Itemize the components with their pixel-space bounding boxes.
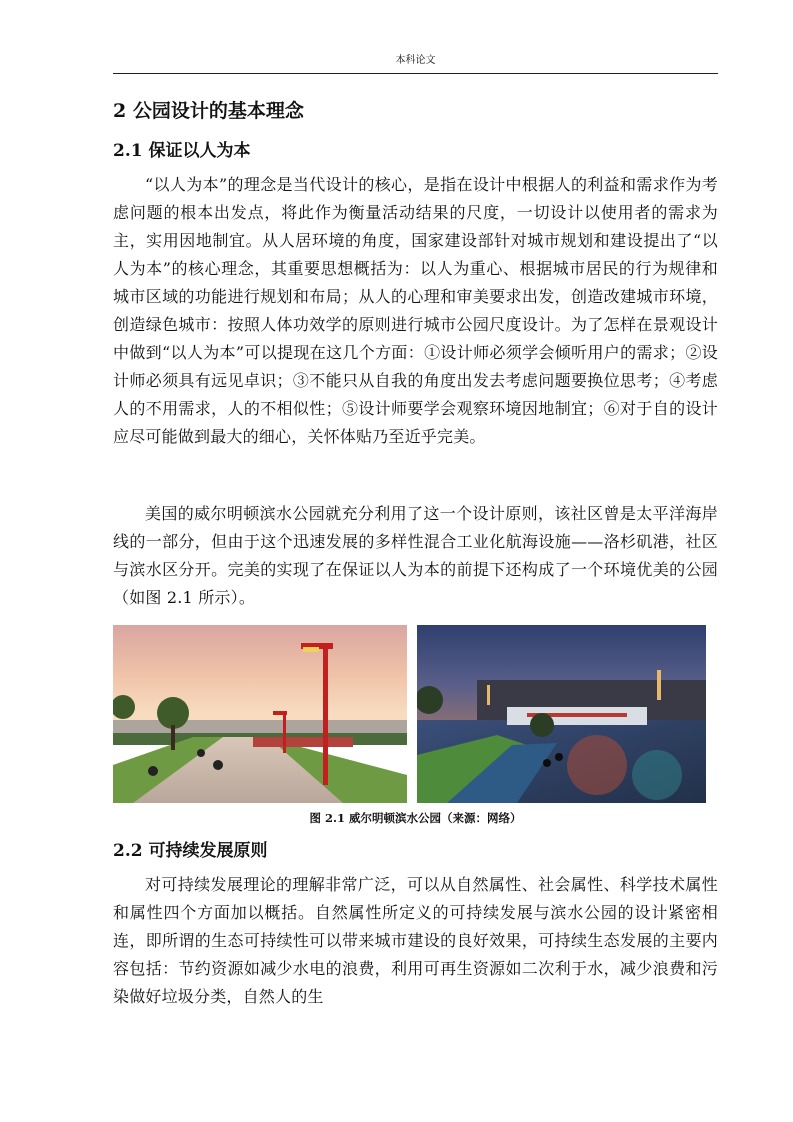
photo-sunset-plaza — [113, 625, 407, 803]
figure-caption: 图 2.1 威尔明顿滨水公园（来源：网络） — [309, 811, 522, 825]
subsection-title-2-2: 2.2 可持续发展原则 — [113, 841, 268, 861]
subsection-title-2-1: 2.1 保证以人为本 — [113, 141, 251, 161]
paragraph-wilmington: 美国的威尔明顿滨水公园就充分利用了这一个设计原则，该社区曾是太平洋海岸线的一部分，但由于这个迅速发展的多样性混合工业化航海设施——洛杉矶港，社区与滨水区分开。完美的实现了在保证以人为本的前提下还构成了一个环境优美的公园（如图 2.1 所示）。 — [113, 504, 718, 607]
photo-night-plaza — [417, 625, 706, 803]
paragraph-sustainability: 对可持续发展理论的理解非常广泛，可以从自然属性、社会属性、科学技术属性和属性四个方面加以概括。自然属性所定义的可持续发展与滨水公园的设计紧密相连，即所谓的生态可持续性可以带来城市建设的良好效果，可持续生态发展的主要内容包括：节约资源如减少水电的浪费，利用可再生资源如二次利于水，减少浪费和污染做好垃圾分类，自然人的生 — [113, 875, 718, 1006]
figure-wilmington-park — [113, 625, 706, 803]
header-rule — [113, 73, 718, 74]
running-header: 本科论文 — [395, 55, 436, 66]
paragraph-people-oriented: “以人为本”的理念是当代设计的核心，是指在设计中根据人的利益和需求作为考虑问题的根本出发点，将此作为衡量活动结果的尺度，一切设计以使用者的需求为主，实用因地制宜。从人居环境的角度，国家建设部针对城市规划和建设提出了“以人为本”的核心理念，其重要思想概括为：以人为重心、根据城市居民的行为规律和城市区域的功能进行规划和布局；从人的心理和审美要求出发，创造改建城市环境，创造绿色城市：按照人体功效学的原则进行城市公园尺度设计。为了怎样在景观设计中做到“以人为本”可以提现在这几个方面：①设计师必须学会倾听用户的需求；②设计师必须具有远见卓识；③不能只从自我的角度出发去考虑问题要换位思考；④考虑人的不用需求，人的不相似性；⑤设计师要学会观察环境因地制宜；⑥对于自的设计应尽可能做到最大的细心，关怀体贴乃至近乎完美。 — [113, 175, 718, 446]
section-title: 2 公园设计的基本理念 — [113, 100, 304, 122]
